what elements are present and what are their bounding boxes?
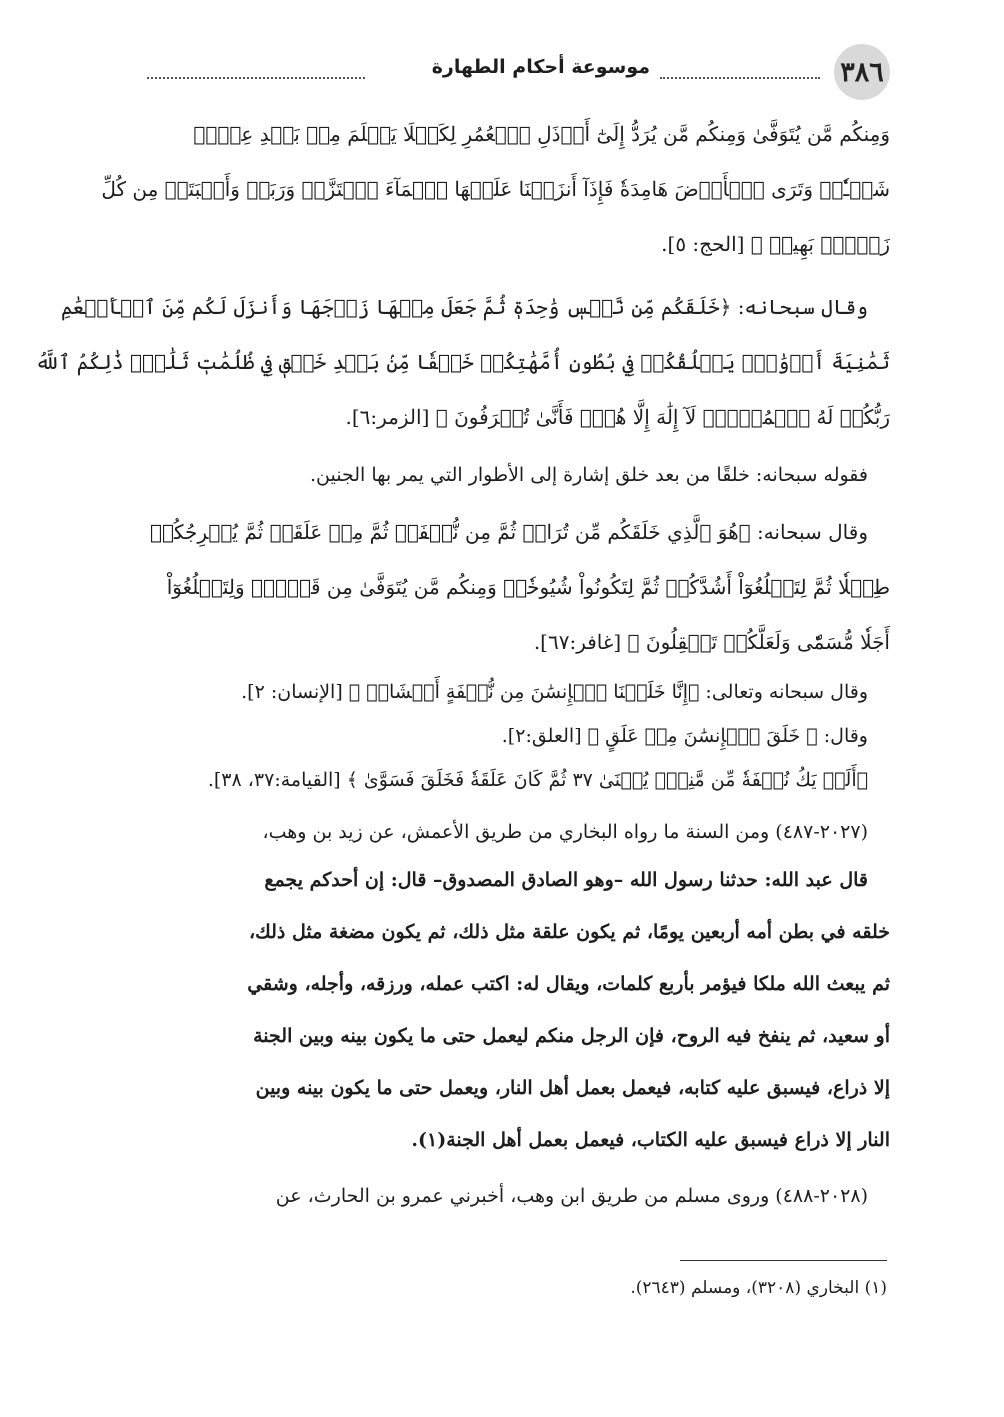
hadith-text-line: إلا ذراع، فيسبق عليه كتابه، فيعمل بعمل أهل النار، ويعمل حتى ما يكون بينه وبين: [255, 1077, 890, 1099]
hadith-intro: (٢٠٢٨-٤٨٨) وروى مسلم من طريق ابن وهب، أخبرني عمرو بن الحارث، عن: [275, 1185, 868, 1207]
quran-verse-line: ثَمَٰنِيَةَ أَزۡوَٰجٖۚ يَخۡلُقُكُمۡ فِي بُطُونِ أُمَّهَٰتِكُمۡ خَلۡقٗا مِّنۢ بَعۡدِ خَلۡقٖ فِي ظُلُمَٰتٖ ثَلَٰثٖۚ ذَٰلِكُمُ ٱللَّهُ: [35, 350, 890, 374]
quran-citation: وقال سبحانه وتعالى: ﴿إِنَّا خَلَقۡنَا ٱلۡإِنسَٰنَ مِن نُّطۡفَةٍ أَمۡشَاجٖ ﴾ [الإنسان: ٢].: [241, 681, 868, 703]
running-title: موسوعة أحكام الطهارة: [431, 56, 650, 78]
hadith-text-line: النار إلا ذراع فيسبق عليه الكتاب، فيعمل بعمل أهل الجنة(١).: [411, 1129, 890, 1151]
quran-citation: وقال: ﴿ خَلَقَ ٱلۡإِنسَٰنَ مِنۡ عَلَقٍ ﴾ [العلق:٢].: [501, 725, 868, 747]
quran-verse-line: أَجَلٗا مُّسَمّٗى وَلَعَلَّكُمۡ تَعۡقِلُونَ ﴾ [غافر:٦٧].: [533, 630, 890, 654]
commentary-paragraph: فقوله سبحانه: خلقًا من بعد خلق إشارة إلى الأطوار التي يمر بها الجنين.: [310, 464, 868, 486]
footnote: (١) البخاري (٣٢٠٨)، ومسلم (٢٦٤٣).: [630, 1278, 887, 1298]
hadith-text-line: ثم يبعث الله ملكا فيؤمر بأربع كلمات، ويقال له: اكتب عمله، ورزقه، وأجله، وشقي: [247, 973, 890, 995]
hadith-text-line: خلقه في بطن أمه أربعين يومًا، ثم يكون علقة مثل ذلك، ثم يكون مضغة مثل ذلك،: [248, 921, 890, 943]
header-dotted-rule-left: [147, 77, 365, 79]
page-number-badge: [834, 44, 890, 100]
quran-verse-line: وقال سبحانه: ﴿هُوَ ٱلَّذِي خَلَقَكُم مِّن تُرَابٖ ثُمَّ مِن نُّطۡفَةٖ ثُمَّ مِنۡ عَلَقَةٖ ثُمَّ يُخۡرِجُكُمۡ: [149, 520, 868, 544]
hadith-text-line: قال عبد الله: حدثنا رسول الله –وهو الصادق المصدوق– قال: إن أحدكم يجمع: [264, 869, 868, 891]
hadith-text-line: أو سعيد، ثم ينفخ فيه الروح، فإن الرجل منكم ليعمل حتى ما يكون بينه وبين الجنة: [253, 1025, 890, 1047]
page-number: ٣٨٦: [840, 56, 884, 88]
page-body: [35, 107, 890, 1218]
footnote-separator: [680, 1260, 887, 1261]
quran-verse-line: طِفۡلٗا ثُمَّ لِتَبۡلُغُوٓاْ أَشُدَّكُمۡ ثُمَّ لِتَكُونُواْ شُيُوخٗاۚ وَمِنكُم مَّن يُتَوَفَّىٰ مِن قَبۡلُۖ وَلِتَبۡلُغُوٓاْ: [166, 575, 890, 599]
quran-citation: ﴿أَلَمۡ يَكُ نُطۡفَةٗ مِّن مَّنِيّٖ يُمۡنَىٰ ٣٧ ثُمَّ كَانَ عَلَقَةٗ فَخَلَقَ فَسَوَّىٰ ﴾ [القيامة:٣٧، ٣٨].: [207, 769, 868, 791]
page-header: [145, 42, 890, 102]
quran-verse-line: زَوۡجِۭ بَهِيجٖ ﴾ [الحج: ٥].: [661, 232, 890, 256]
quran-verse-line: وقال سبحانه: ﴿خَلَقَكُم مِّن نَّفۡسٖ وَٰحِدَةٖ ثُمَّ جَعَلَ مِنۡهَا زَوۡجَهَا وَأَنزَلَ لَكُم مِّنَ ٱلۡأَنۡعَٰمِ: [60, 295, 868, 319]
header-dotted-rule-right: [660, 77, 820, 79]
quran-verse-line: شَيۡـٔٗاۚ وَتَرَى ٱلۡأَرۡضَ هَامِدَةٗ فَإِذَآ أَنزَلۡنَا عَلَيۡهَا ٱلۡمَآءَ ٱهۡتَزَّتۡ وَرَبَتۡ وَأَنۢبَتَتۡ مِن كُلِّ: [101, 177, 890, 201]
quran-verse-line: رَبُّكُمۡ لَهُ ٱلۡمُلۡكُۖ لَآ إِلَٰهَ إِلَّا هُوَۖ فَأَنَّىٰ تُصۡرَفُونَ ﴾ [الزمر:٦].: [345, 405, 890, 429]
hadith-intro: (٢٠٢٧-٤٨٧) ومن السنة ما رواه البخاري من طريق الأعمش، عن زيد بن وهب،: [262, 821, 868, 843]
quran-verse-line: وَمِنكُم مَّن يُتَوَفَّىٰ وَمِنكُم مَّن يُرَدُّ إِلَىٰٓ أَرۡذَلِ ٱلۡعُمُرِ لِكَيۡلَا يَعۡلَمَ مِنۢ بَعۡدِ عِلۡمٖ: [193, 122, 890, 146]
